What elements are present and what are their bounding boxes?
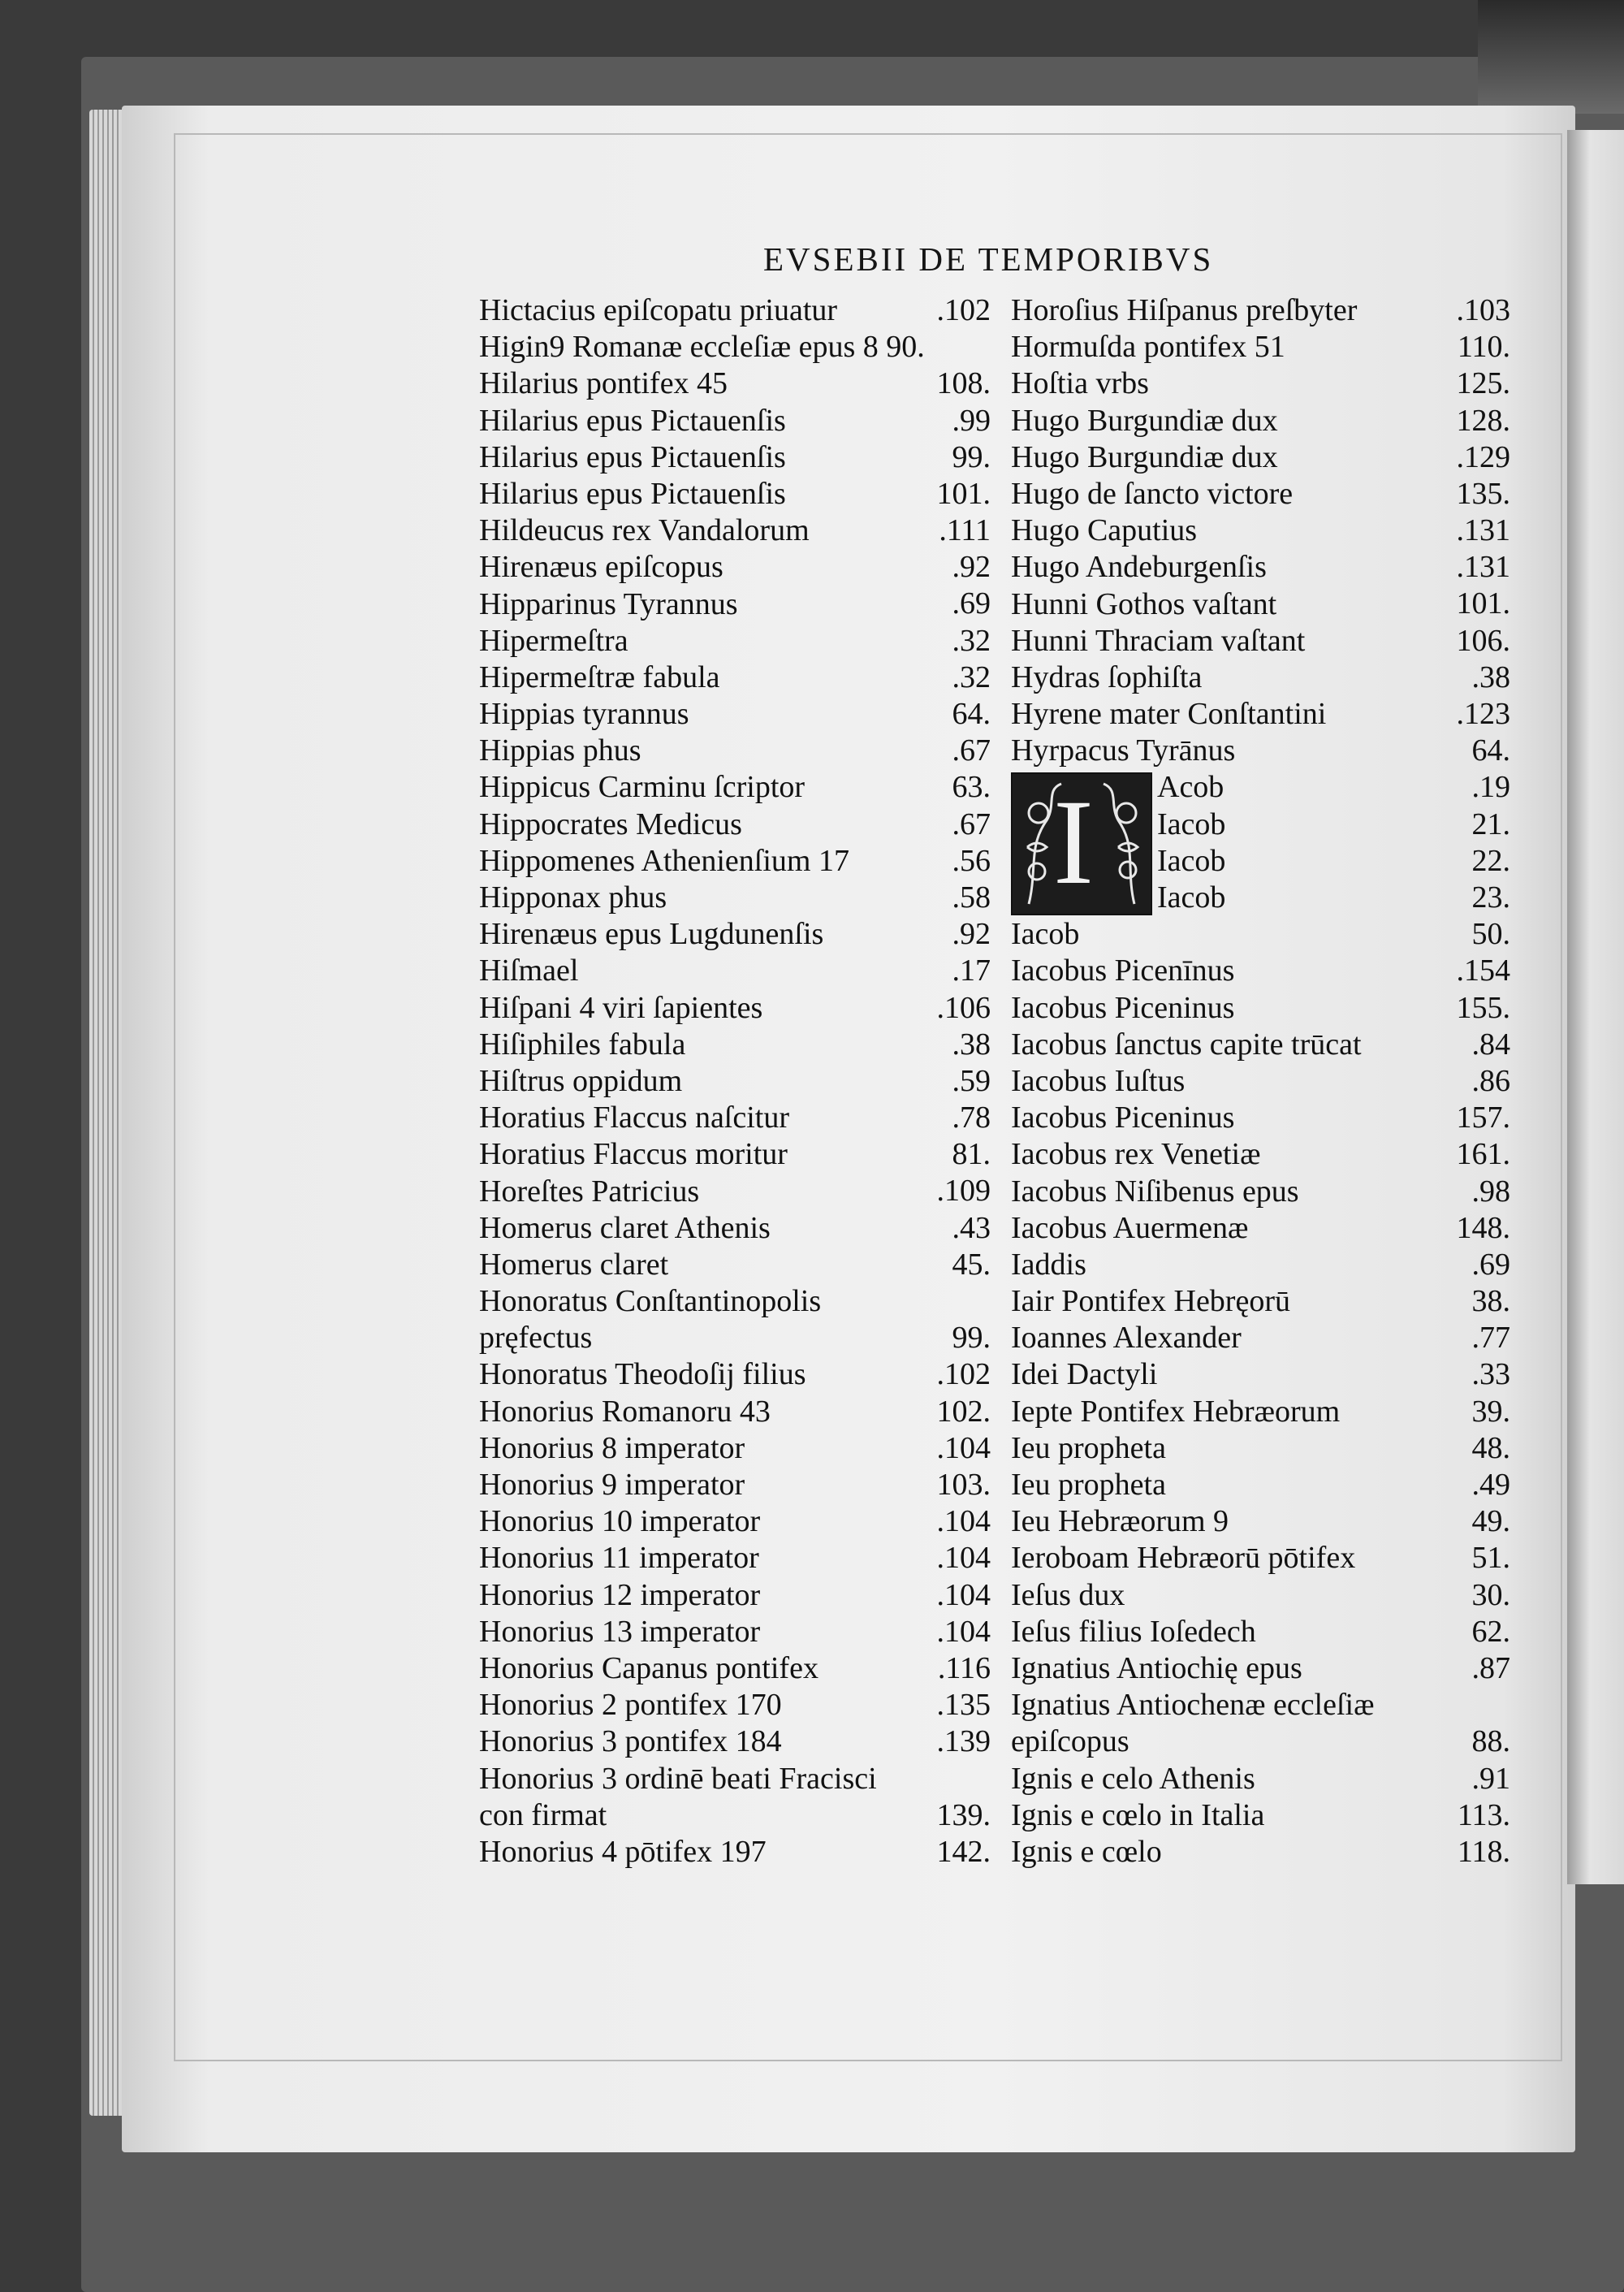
- index-entry-text: Iacobus Piceninus: [1011, 1101, 1235, 1135]
- index-entry: [479, 1283, 991, 1356]
- index-entry: [1011, 1356, 1510, 1393]
- index-entry-text: Iacob: [1157, 843, 1226, 878]
- index-entry-number: 64.: [1471, 733, 1510, 768]
- index-entry: [479, 1063, 991, 1100]
- index-entry-number: 155.: [1456, 990, 1510, 1025]
- index-entry-number: .77: [1471, 1321, 1510, 1356]
- index-entry-number: 50.: [1471, 917, 1510, 952]
- index-entry-number: .38: [1471, 659, 1510, 694]
- index-entry-text: Honorius 4 pōtifex 197: [479, 1834, 767, 1869]
- index-entry-text: Iair Pontifex Hebręorū: [1011, 1284, 1290, 1319]
- index-entry-text: Hugo Andeburgenſis: [1011, 550, 1267, 585]
- index-entry: [1011, 1761, 1510, 1797]
- index-entry: [1011, 1136, 1510, 1173]
- index-entry: [479, 1394, 991, 1430]
- index-entry-text: Ieſus filius Ioſedech: [1011, 1614, 1256, 1649]
- index-entry-text: Ieſus dux: [1011, 1577, 1125, 1612]
- index-entry: [479, 329, 991, 365]
- index-entry: [479, 1027, 991, 1063]
- index-column-right-top: [1011, 292, 1510, 769]
- index-entry-number: .106: [936, 990, 991, 1025]
- decorated-initial: [1011, 772, 1152, 915]
- index-entry-text: Ioannes Alexander: [1011, 1321, 1242, 1356]
- index-entry-text: Hugo Caputius: [1011, 513, 1198, 548]
- spine-top: [1478, 0, 1624, 114]
- index-entry-number: .123: [1456, 697, 1510, 732]
- index-entry-text: Hugo Burgundiæ dux: [1011, 439, 1278, 474]
- index-entry: [479, 1503, 991, 1540]
- index-entry: [1011, 586, 1510, 623]
- index-entry: [1011, 1467, 1510, 1503]
- index-entry-number: .78: [952, 1101, 991, 1135]
- index-entry-number: .69: [1471, 1247, 1510, 1282]
- index-entry: [1011, 1540, 1510, 1576]
- index-entry: [479, 1834, 991, 1870]
- index-entry-text: Higin9 Romanæ eccleſiæ epus 8 90.: [479, 330, 925, 365]
- index-entry: [1011, 1320, 1510, 1356]
- index-entry-number: 139.: [936, 1797, 991, 1832]
- index-entry-number: .67: [952, 807, 991, 841]
- index-entry-number: .102: [936, 292, 991, 327]
- index-entry-text: Honorius 8 imperator: [479, 1430, 745, 1465]
- index-entry-number: .67: [952, 733, 991, 768]
- index-entry-text: Iaddis: [1011, 1247, 1086, 1282]
- index-entry: [1011, 365, 1510, 402]
- index-entry-text: Hipponax phus: [479, 880, 667, 915]
- index-entry-number: 21.: [1471, 807, 1510, 841]
- index-entry-number: .131: [1456, 550, 1510, 585]
- index-entry-text: Ignatius Antiochenæ eccleſiæ epiſcopus: [1011, 1688, 1375, 1759]
- index-entry: [1011, 476, 1510, 512]
- index-entry: [479, 549, 991, 586]
- index-entry-text: Hiſpani 4 viri ſapientes: [479, 990, 763, 1025]
- index-entry: [479, 1577, 991, 1614]
- index-entry-text: Horatius Flaccus moritur: [479, 1137, 788, 1172]
- index-entry-number: 101.: [1456, 586, 1510, 621]
- index-entry-number: 128.: [1456, 403, 1510, 438]
- index-entry-text: Hictacius epiſcopatu priuatur: [479, 293, 838, 327]
- index-entry-text: Hilarius epus Pictauenſis: [479, 439, 786, 474]
- index-entry-text: Homerus claret: [479, 1247, 669, 1282]
- index-entry-number: .58: [952, 880, 991, 915]
- index-entry: [479, 586, 991, 623]
- index-entry: [1011, 549, 1510, 586]
- index-entry-text: Hunni Gothos vaſtant: [1011, 586, 1277, 621]
- index-entry: [1011, 512, 1510, 549]
- index-entry: [1011, 953, 1510, 989]
- index-entry-number: .102: [936, 1357, 991, 1392]
- index-entry-number: .98: [1471, 1174, 1510, 1209]
- index-entry-number: .135: [936, 1688, 991, 1723]
- index-entry: [1011, 403, 1510, 439]
- index-entry-number: .87: [1471, 1650, 1510, 1685]
- index-entry-text: Hugo Burgundiæ dux: [1011, 403, 1278, 438]
- index-entry-text: Hippomenes Athenienſium 17: [479, 843, 849, 878]
- index-entry-number: 45.: [952, 1247, 991, 1282]
- index-entry-number: .86: [1471, 1063, 1510, 1098]
- index-entry: [479, 292, 991, 329]
- index-entry-number: .129: [1456, 439, 1510, 474]
- index-entry-number: .19: [1471, 770, 1510, 805]
- index-entry: [479, 953, 991, 989]
- index-entry: [479, 990, 991, 1027]
- index-entry-number: .109: [936, 1174, 991, 1209]
- index-entry-text: Hippocrates Medicus: [479, 807, 742, 841]
- index-entry-number: 110.: [1457, 330, 1510, 365]
- index-entry: [1011, 1283, 1510, 1320]
- index-entry: [1011, 1650, 1510, 1687]
- index-entry-text: Hirenæus epus Lugdunenſis: [479, 917, 824, 952]
- index-entry: [479, 1761, 991, 1834]
- index-entry-text: Hiſmael: [479, 954, 579, 988]
- index-entry-number: 88.: [1471, 1724, 1510, 1759]
- index-entry: [479, 1723, 991, 1760]
- initial-letter: I: [1053, 775, 1094, 910]
- index-entry-number: 113.: [1457, 1797, 1510, 1832]
- index-entry: [479, 916, 991, 953]
- index-entry-number: 148.: [1456, 1210, 1510, 1245]
- index-entry-text: Honorius Romanoru 43: [479, 1394, 771, 1429]
- index-entry-number: .131: [1456, 513, 1510, 548]
- index-entry-text: Homerus claret Athenis: [479, 1210, 771, 1245]
- index-entry-text: Honoratus Conſtantinopolis pręfectus: [479, 1284, 822, 1356]
- index-entry-number: .33: [1471, 1357, 1510, 1392]
- index-entry-number: 101.: [936, 476, 991, 511]
- index-entry: [479, 807, 991, 843]
- index-entry-text: Honorius 3 ordinē beati Fracisci con firmat: [479, 1761, 877, 1832]
- index-entry-text: Horeſtes Patricius: [479, 1174, 700, 1209]
- running-header: EVSEBII DE TEMPORIBVS: [763, 240, 1214, 278]
- index-entry-text: Hipermeſtra: [479, 623, 628, 658]
- index-entry-number: 48.: [1471, 1430, 1510, 1465]
- index-column-left: [479, 292, 991, 1870]
- index-entry-text: Hiſiphiles fabula: [479, 1027, 686, 1062]
- index-entry-number: .17: [952, 954, 991, 988]
- index-entry: [1011, 1247, 1510, 1283]
- index-entry-text: Ignis e celo Athenis: [1011, 1761, 1255, 1796]
- index-entry-number: 103.: [936, 1468, 991, 1502]
- index-entry-number: .49: [1471, 1468, 1510, 1503]
- index-entry: [1011, 1687, 1510, 1760]
- index-entry-text: Iacobus Picenīnus: [1011, 954, 1235, 988]
- index-entry: [1011, 1577, 1510, 1614]
- index-entry-number: 102.: [936, 1394, 991, 1429]
- index-entry-number: .84: [1471, 1027, 1510, 1062]
- index-entry: [1011, 1063, 1510, 1100]
- index-entry-number: 157.: [1456, 1101, 1510, 1135]
- index-entry-text: Ieu Hebræorum 9: [1011, 1504, 1229, 1539]
- index-entry-text: Hildeucus rex Vandalorum: [479, 513, 810, 548]
- index-entry-text: Hippicus Carminu ſcriptor: [479, 770, 806, 805]
- index-entry-text: Honorius 11 imperator: [479, 1541, 759, 1576]
- index-column-right: [1011, 292, 1510, 1870]
- index-entry-number: .104: [936, 1430, 991, 1465]
- index-entry: [479, 1136, 991, 1173]
- index-entry-number: .92: [952, 917, 991, 952]
- index-entry-text: Iacobus Auermenæ: [1011, 1210, 1249, 1245]
- index-entry: [1011, 696, 1510, 733]
- index-entry-text: Hipermeſtræ fabula: [479, 659, 720, 694]
- index-entry: [1011, 292, 1510, 329]
- index-entry-number: 62.: [1471, 1614, 1510, 1649]
- index-entry-text: Iepte Pontifex Hebræorum: [1011, 1394, 1341, 1429]
- index-entry-number: 106.: [1456, 623, 1510, 658]
- index-entry: [1011, 1100, 1510, 1136]
- index-entry-number: 118.: [1457, 1834, 1510, 1869]
- index-entry-number: .99: [952, 403, 991, 438]
- index-entry: [479, 696, 991, 733]
- index-entry: [479, 1467, 991, 1503]
- index-entry-text: Ieu propheta: [1011, 1430, 1166, 1465]
- index-entry-number: .104: [936, 1614, 991, 1649]
- index-entry-text: Hipparinus Tyrannus: [479, 586, 738, 621]
- index-entry-number: .43: [952, 1210, 991, 1245]
- index-entry: [1157, 807, 1510, 843]
- index-entry-number: 99.: [952, 1321, 991, 1356]
- index-entry-text: Ignatius Antiochię epus: [1011, 1650, 1302, 1685]
- index-entry: [479, 1650, 991, 1687]
- facing-page-edge: [1567, 130, 1624, 1884]
- index-entry-text: Iacobus rex Venetiæ: [1011, 1137, 1261, 1172]
- index-entry-text: Idei Dactyli: [1011, 1357, 1158, 1392]
- index-entry-number: 30.: [1471, 1577, 1510, 1612]
- index-entry-text: Horatius Flaccus naſcitur: [479, 1101, 790, 1135]
- index-entry-text: Hunni Thraciam vaſtant: [1011, 623, 1306, 658]
- index-entry-text: Hippias phus: [479, 733, 641, 768]
- index-entry: [479, 733, 991, 769]
- index-entry-number: 23.: [1471, 880, 1510, 915]
- index-entry-number: .92: [952, 550, 991, 585]
- index-entry-number: .104: [936, 1504, 991, 1539]
- index-entry-text: Hormuſda pontifex 51: [1011, 330, 1285, 365]
- index-entry-number: .104: [936, 1541, 991, 1576]
- index-entry-text: Ignis e cœlo: [1011, 1834, 1162, 1869]
- index-entry: [479, 403, 991, 439]
- index-entry: [1011, 916, 1510, 953]
- index-entry: [479, 1356, 991, 1393]
- index-entry: [479, 1430, 991, 1467]
- index-entry: [479, 1100, 991, 1136]
- index-entry-number: 108.: [936, 366, 991, 401]
- index-entry-text: Iacobus Iuſtus: [1011, 1063, 1186, 1098]
- index-entry-text: Iacobus Niſibenus epus: [1011, 1174, 1299, 1209]
- index-entry-number: 161.: [1456, 1137, 1510, 1172]
- index-entry: [479, 1687, 991, 1723]
- index-entry: [479, 439, 991, 476]
- index-entry-number: 99.: [952, 439, 991, 474]
- index-entry-number: 64.: [952, 697, 991, 732]
- index-entry: [479, 476, 991, 512]
- index-entry: [1157, 843, 1510, 880]
- index-entry: [1011, 659, 1510, 696]
- index-entry-number: .104: [936, 1577, 991, 1612]
- index-entry-text: Hugo de ſancto victore: [1011, 476, 1294, 511]
- index-entry-number: .154: [1456, 954, 1510, 988]
- index-entry-number: .32: [952, 659, 991, 694]
- index-entry: [479, 769, 991, 806]
- index-entry-number: 22.: [1471, 843, 1510, 878]
- index-entry-text: Honorius 13 imperator: [479, 1614, 761, 1649]
- index-entry-text: Hydras ſophiſta: [1011, 659, 1203, 694]
- index-entry-number: 49.: [1471, 1504, 1510, 1539]
- index-entry: [1157, 769, 1510, 806]
- index-entry: [1157, 880, 1510, 916]
- index-entry: [1011, 439, 1510, 476]
- index-entry-number: 125.: [1456, 366, 1510, 401]
- index-entry-text: Hirenæus epiſcopus: [479, 550, 723, 585]
- index-entry: [1011, 1027, 1510, 1063]
- index-entry: [479, 1174, 991, 1210]
- index-entry: [1011, 623, 1510, 659]
- index-entry-number: .59: [952, 1063, 991, 1098]
- index-entry-number: 51.: [1471, 1541, 1510, 1576]
- index-entry: [1011, 1797, 1510, 1834]
- index-entry-number: 81.: [952, 1137, 991, 1172]
- index-entry-text: Ieroboam Hebræorū pōtifex: [1011, 1541, 1356, 1576]
- index-entry: [1011, 329, 1510, 365]
- index-entry: [1011, 1614, 1510, 1650]
- index-entry-text: Ieu propheta: [1011, 1468, 1166, 1503]
- index-entry: [479, 880, 991, 916]
- initial-block: [1011, 769, 1510, 916]
- index-entry-text: Honorius 9 imperator: [479, 1468, 745, 1503]
- index-entry-number: 135.: [1456, 476, 1510, 511]
- index-entry: [1011, 1394, 1510, 1430]
- index-entry-text: Acob: [1157, 770, 1224, 805]
- index-entry-text: Honorius 10 imperator: [479, 1504, 761, 1539]
- index-entry-text: Hyrpacus Tyrānus: [1011, 733, 1236, 768]
- index-entry-number: .91: [1471, 1761, 1510, 1796]
- index-entry-text: Iacobus ſanctus capite trūcat: [1011, 1027, 1362, 1062]
- index-entry: [1011, 990, 1510, 1027]
- index-entry-text: Honoratus Theodoſij filius: [479, 1357, 806, 1392]
- index-entry: [479, 1247, 991, 1283]
- index-entry: [479, 1614, 991, 1650]
- index-entry: [479, 1210, 991, 1247]
- index-entry-number: 38.: [1471, 1284, 1510, 1319]
- index-entry-number: .32: [952, 623, 991, 658]
- index-entry: [479, 659, 991, 696]
- index-entry-text: Iacob: [1011, 917, 1080, 952]
- index-entry-text: Ignis e cœlo in Italia: [1011, 1797, 1265, 1832]
- index-entry-text: Hilarius pontifex 45: [479, 366, 728, 401]
- index-entry-number: 63.: [952, 770, 991, 805]
- index-entry-text: Horoſius Hiſpanus preſbyter: [1011, 293, 1358, 327]
- index-entry-number: 142.: [936, 1834, 991, 1869]
- index-entry: [479, 365, 991, 402]
- index-entry-text: Iacob: [1157, 880, 1226, 915]
- index-entry-text: Honorius 3 pontifex 184: [479, 1724, 782, 1759]
- index-entry-number: .111: [939, 513, 991, 548]
- index-column-right-bottom: [1011, 916, 1510, 1870]
- index-entry: [479, 512, 991, 549]
- index-entry-number: .139: [936, 1724, 991, 1759]
- index-entry-text: Hippias tyrannus: [479, 697, 689, 732]
- index-entry: [1011, 1210, 1510, 1247]
- index-entry-text: Honorius Capanus pontifex: [479, 1650, 818, 1685]
- index-entry: [479, 623, 991, 659]
- index-entry-number: .38: [952, 1027, 991, 1062]
- index-entry: [479, 843, 991, 880]
- index-entry-text: Hoſtia vrbs: [1011, 366, 1149, 401]
- index-entry-number: .56: [952, 843, 991, 878]
- index-entry: [479, 1540, 991, 1576]
- index-entry-text: Honorius 2 pontifex 170: [479, 1688, 782, 1723]
- index-entry-text: Iacob: [1157, 807, 1226, 841]
- index-entry: [1011, 1174, 1510, 1210]
- index-entry: [1011, 1834, 1510, 1870]
- index-entry-text: Iacobus Piceninus: [1011, 990, 1235, 1025]
- index-entry-number: .69: [952, 586, 991, 621]
- index-entry: [1011, 733, 1510, 769]
- index-entry-text: Hiſtrus oppidum: [479, 1063, 683, 1098]
- index-entry-number: .103: [1456, 292, 1510, 327]
- index-entry: [1011, 1503, 1510, 1540]
- index-entry-text: Honorius 12 imperator: [479, 1577, 761, 1612]
- index-entry-number: .116: [937, 1650, 991, 1685]
- index-entry-number: 39.: [1471, 1394, 1510, 1429]
- index-entry-text: Hilarius epus Pictauenſis: [479, 476, 786, 511]
- index-entry: [1011, 1430, 1510, 1467]
- index-entry-text: Hyrene mater Conſtantini: [1011, 697, 1327, 732]
- index-entry-text: Hilarius epus Pictauenſis: [479, 403, 786, 438]
